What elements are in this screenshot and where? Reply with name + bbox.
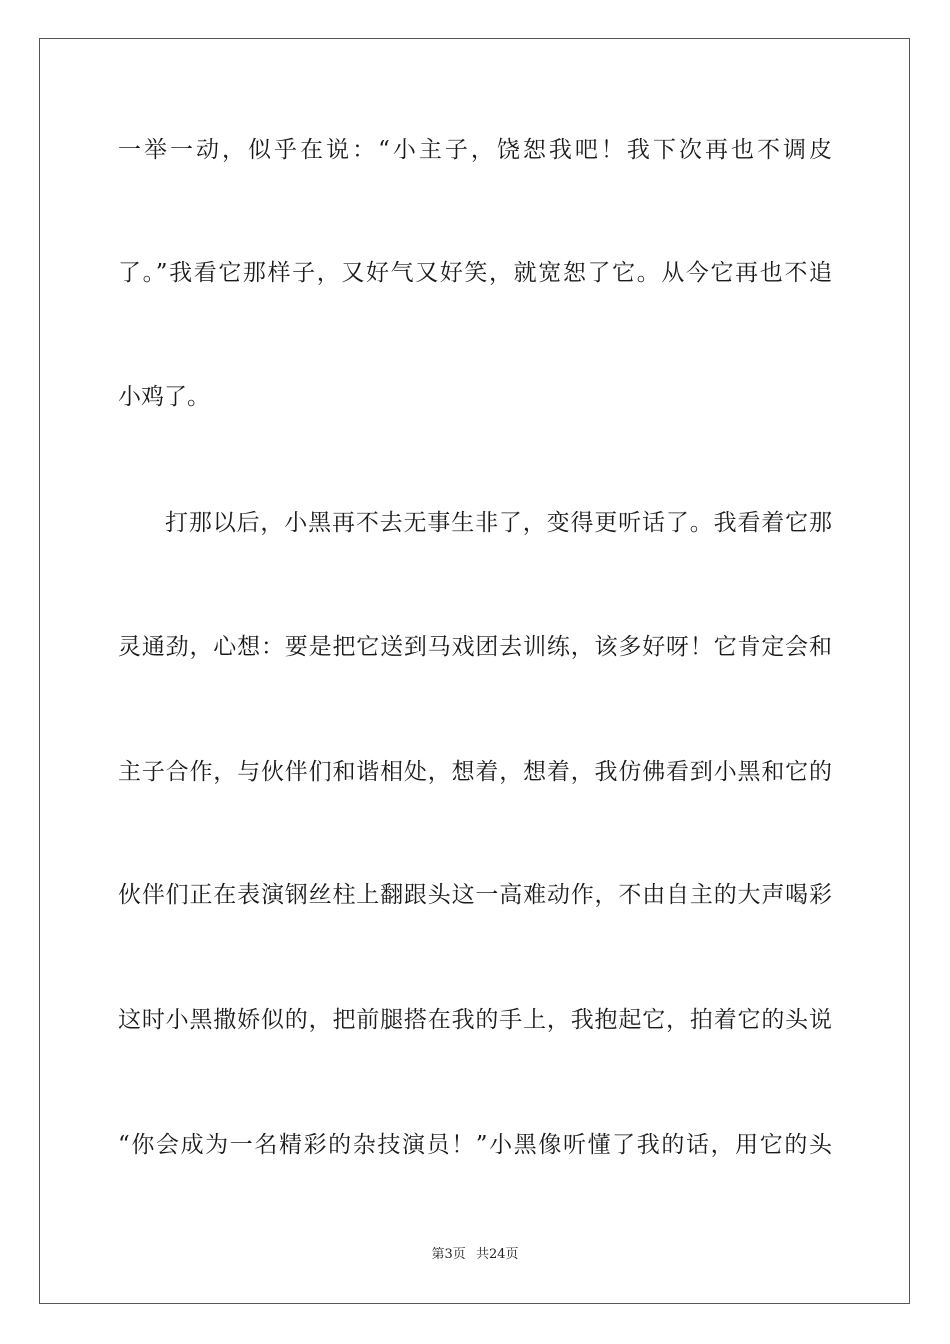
page-total: 共24页 [475,1247,519,1262]
body-line-1: 一举一动，似乎在说：“小主子，饶恕我吧！我下次再也不调皮 [118,137,832,163]
body-line-3: 小鸡了。 [118,384,210,410]
page-footer [0,1246,950,1264]
body-line-2: 了。”我看它那样子，又好气又好笑，就宽恕了它。从今它再也不追 [118,260,832,286]
page-border [39,38,910,1304]
body-line-6: 主子合作，与伙伴们和谐相处，想着，想着，我仿佛看到小黑和它的 [118,759,832,785]
body-line-9: “你会成为一名精彩的杂技演员！”小黑像听懂了我的话，用它的头 [118,1132,832,1158]
body-line-7: 伙伴们正在表演钢丝柱上翻跟头这一高难动作，不由自主的大声喝彩 [118,882,832,908]
body-line-8: 这时小黑撒娇似的，把前腿搭在我的手上，我抱起它，拍着它的头说 [118,1007,832,1033]
page-number: 第3页 [431,1247,466,1262]
body-line-5: 灵通劲，心想：要是把它送到马戏团去训练，该多好呀！它肯定会和 [118,634,832,660]
body-line-4: 打那以后，小黑再不去无事生非了，变得更听话了。我看着它那 [165,510,832,536]
